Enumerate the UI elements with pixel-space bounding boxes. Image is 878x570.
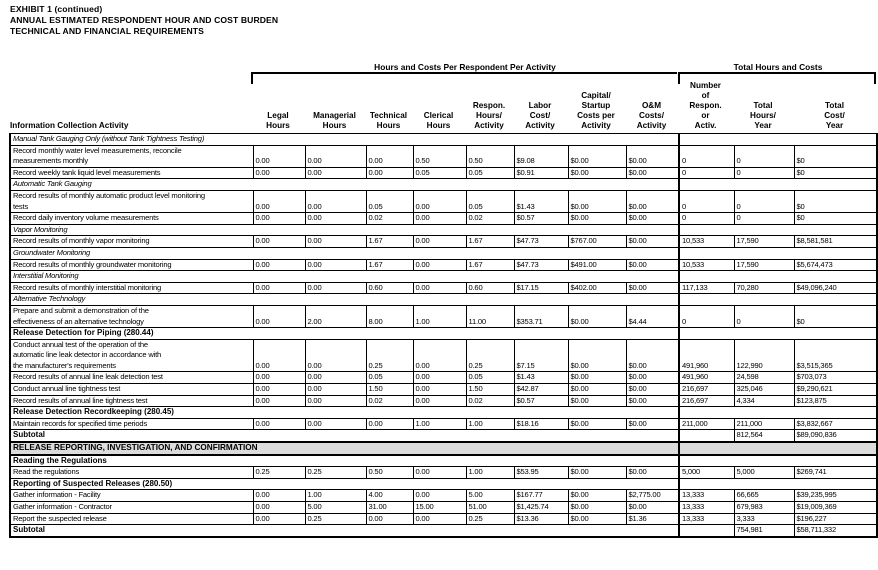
table-cell: 5.00 <box>305 502 366 514</box>
table-cell: 1.00 <box>413 418 466 430</box>
table-cell: 0.00 <box>253 418 305 430</box>
table-cell: $5,674,473 <box>794 259 877 271</box>
table-row <box>10 259 877 271</box>
activity-label: Manual Tank Gauging Only (without Tank Tightness Testing) <box>10 134 679 146</box>
table-cell: 0.00 <box>253 395 305 407</box>
table-cell: 0.00 <box>253 339 305 372</box>
table-cell <box>679 430 734 442</box>
table-cell: $3,515,365 <box>794 339 877 372</box>
table-row <box>10 167 877 179</box>
table-cell: $0.00 <box>626 167 679 179</box>
table-cell: 679,983 <box>734 502 794 514</box>
table-cell: 0.02 <box>466 213 514 225</box>
table-cell: 0.00 <box>366 145 413 167</box>
activity-label: Automatic Tank Gauging <box>10 179 679 191</box>
table-cell: 10,533 <box>679 259 734 271</box>
table-cell: $18.16 <box>514 418 568 430</box>
table-cell <box>679 407 877 419</box>
table-cell: $39,235,995 <box>794 490 877 502</box>
table-cell: 0.02 <box>466 395 514 407</box>
table-cell: $47.73 <box>514 259 568 271</box>
table-cell: 0.25 <box>305 467 366 479</box>
table-cell: $0.00 <box>626 282 679 294</box>
exhibit-title <box>10 4 278 37</box>
table-cell: 0.00 <box>253 490 305 502</box>
table-cell: $0.00 <box>568 395 626 407</box>
table-cell: 0.00 <box>413 467 466 479</box>
table-cell: 0 <box>734 167 794 179</box>
activity-label: Groundwater Monitoring <box>10 247 679 259</box>
table-cell: 0.00 <box>366 418 413 430</box>
activity-label: Record daily inventory volume measurements <box>10 213 253 225</box>
table-cell: 0.25 <box>253 467 305 479</box>
table-cell: $8,581,581 <box>794 236 877 248</box>
title-line-2: ANNUAL ESTIMATED RESPONDENT HOUR AND COST BURDEN <box>10 15 279 25</box>
activity-label: Record results of monthly automatic product level monitoring tests <box>10 190 253 212</box>
table-cell: $0.00 <box>626 190 679 212</box>
table-cell: 0.00 <box>305 395 366 407</box>
table-cell: $4.44 <box>626 305 679 327</box>
table-cell: $1.36 <box>626 513 679 525</box>
table-cell: $47.73 <box>514 236 568 248</box>
table-cell: 1.67 <box>366 236 413 248</box>
table-cell: $0.00 <box>626 259 679 271</box>
column-header: Respon. Hours/ Activity <box>472 101 506 130</box>
table-cell <box>679 478 877 490</box>
table-cell: 0.00 <box>253 145 305 167</box>
activity-label: Maintain records for specified time periods <box>10 418 253 430</box>
table-cell: $196,227 <box>794 513 877 525</box>
table-cell: 0.00 <box>305 282 366 294</box>
table-row <box>10 418 877 430</box>
column-header: Legal Hours <box>266 111 290 130</box>
column-header: O&M Costs/ Activity <box>636 101 667 130</box>
table-cell: 122,990 <box>734 339 794 372</box>
table-cell: $19,009,369 <box>794 502 877 514</box>
table-cell: 0.25 <box>466 513 514 525</box>
section-row <box>10 455 877 467</box>
table-cell: 0.00 <box>253 259 305 271</box>
table-cell: $0.57 <box>514 395 568 407</box>
table-cell: $0.00 <box>568 339 626 372</box>
table-cell: $0 <box>794 305 877 327</box>
table-cell: 216,697 <box>679 384 734 396</box>
table-cell: 0.05 <box>466 372 514 384</box>
table-cell: 70,280 <box>734 282 794 294</box>
table-cell: 0.50 <box>366 467 413 479</box>
activity-label: Conduct annual line tightness test <box>10 384 253 396</box>
group-header-totals: Total Hours and Costs <box>733 62 823 72</box>
table-cell: $0.00 <box>626 384 679 396</box>
column-header: Number of Respon. or Activ. <box>689 81 722 130</box>
category-row <box>10 134 877 146</box>
table-cell: 0.50 <box>466 145 514 167</box>
table-cell: 0.00 <box>305 190 366 212</box>
table-cell: 8.00 <box>366 305 413 327</box>
table-cell <box>679 294 877 306</box>
table-cell: $49,096,240 <box>794 282 877 294</box>
table-cell: 0 <box>679 167 734 179</box>
table-row <box>10 213 877 225</box>
table-cell: 0.00 <box>413 372 466 384</box>
table-cell: $0.00 <box>626 395 679 407</box>
section-row <box>10 328 877 340</box>
table-cell: 24,598 <box>734 372 794 384</box>
table-cell: 0 <box>734 145 794 167</box>
table-cell: 17,590 <box>734 259 794 271</box>
table-cell: $0 <box>794 145 877 167</box>
table-row <box>10 145 877 167</box>
table-cell: $703,073 <box>794 372 877 384</box>
table-cell: $13.36 <box>514 513 568 525</box>
table-cell: 0.00 <box>413 513 466 525</box>
table-cell: 1.00 <box>305 490 366 502</box>
table-row <box>10 384 877 396</box>
table-cell: 211,000 <box>679 418 734 430</box>
table-cell: 754,981 <box>734 525 794 537</box>
table-cell: 5,000 <box>734 467 794 479</box>
table-cell: 0.00 <box>305 372 366 384</box>
table-cell: $7.15 <box>514 339 568 372</box>
title-line-1: EXHIBIT 1 (continued) <box>10 4 103 14</box>
table-cell: $353.71 <box>514 305 568 327</box>
table-cell: 0.02 <box>366 213 413 225</box>
column-header: Clerical Hours <box>423 111 454 130</box>
table-cell: 13,333 <box>679 502 734 514</box>
table-cell: 1.67 <box>366 259 413 271</box>
activity-label: Record results of annual line leak detection test <box>10 372 253 384</box>
table-cell: 0.00 <box>253 384 305 396</box>
table-cell: 4.00 <box>366 490 413 502</box>
table-cell: $167.77 <box>514 490 568 502</box>
table-cell: 0.00 <box>305 145 366 167</box>
table-cell: 0.05 <box>466 190 514 212</box>
table-cell: 0 <box>734 213 794 225</box>
table-row <box>10 305 877 327</box>
category-row <box>10 294 877 306</box>
table-cell: $0.00 <box>568 305 626 327</box>
table-cell: $0 <box>794 190 877 212</box>
activity-label: Subtotal <box>10 430 679 442</box>
table-cell: 491,960 <box>679 339 734 372</box>
table-cell: 13,333 <box>679 513 734 525</box>
table-cell: $0.00 <box>626 339 679 372</box>
subtotal-row <box>10 430 877 442</box>
table-cell: 0.00 <box>413 339 466 372</box>
table-cell: 216,697 <box>679 395 734 407</box>
major-section-row <box>10 442 877 455</box>
category-row <box>10 224 877 236</box>
table-cell: 0.00 <box>413 236 466 248</box>
activity-label: Reporting of Suspected Releases (280.50) <box>10 478 679 490</box>
table-cell: 17,590 <box>734 236 794 248</box>
category-row <box>10 271 877 283</box>
table-cell: 0.00 <box>366 513 413 525</box>
table-cell: $0.00 <box>568 502 626 514</box>
table-cell: 2.00 <box>305 305 366 327</box>
table-cell: 491,960 <box>679 372 734 384</box>
table-cell: 1.00 <box>466 418 514 430</box>
table-cell: $0 <box>794 213 877 225</box>
table-row <box>10 339 877 372</box>
table-cell: 0.05 <box>366 190 413 212</box>
category-row <box>10 179 877 191</box>
table-cell: 0.60 <box>466 282 514 294</box>
table-cell: $0.00 <box>568 372 626 384</box>
table-cell <box>679 525 734 537</box>
table-cell: $3,832,667 <box>794 418 877 430</box>
table-cell: $1.43 <box>514 372 568 384</box>
table-cell: 325,046 <box>734 384 794 396</box>
table-cell: 0.00 <box>305 236 366 248</box>
table-cell: 5,000 <box>679 467 734 479</box>
table-cell: $0.91 <box>514 167 568 179</box>
table-row <box>10 282 877 294</box>
table-cell: 0.60 <box>366 282 413 294</box>
table-cell: $42.87 <box>514 384 568 396</box>
activity-label: Vapor Monitoring <box>10 224 679 236</box>
table-cell: $9.08 <box>514 145 568 167</box>
activity-label: Alternative Technology <box>10 294 679 306</box>
table-cell: 0.00 <box>305 213 366 225</box>
table-cell: 0.00 <box>413 490 466 502</box>
table-cell: 10,533 <box>679 236 734 248</box>
table-cell <box>679 328 877 340</box>
table-cell: 0.00 <box>413 384 466 396</box>
table-cell: 0.00 <box>253 282 305 294</box>
table-cell <box>679 224 877 236</box>
table-cell <box>679 442 877 455</box>
table-cell: 0.00 <box>305 384 366 396</box>
table-cell: 0.00 <box>366 167 413 179</box>
table-cell: 0.00 <box>305 259 366 271</box>
table-cell: 1.67 <box>466 236 514 248</box>
table-cell <box>679 179 877 191</box>
table-cell: $0.00 <box>568 384 626 396</box>
table-cell: 13,333 <box>679 490 734 502</box>
table-cell: 5.00 <box>466 490 514 502</box>
table-cell: $17.15 <box>514 282 568 294</box>
table-cell: 1.00 <box>413 305 466 327</box>
activity-label: Interstitial Monitoring <box>10 271 679 283</box>
table-cell: 0.00 <box>253 190 305 212</box>
table-cell: 0.00 <box>413 259 466 271</box>
table-cell: 15.00 <box>413 502 466 514</box>
activity-label: RELEASE REPORTING, INVESTIGATION, AND CONFIRMATION <box>10 442 679 455</box>
table-cell: $9,290,621 <box>794 384 877 396</box>
table-cell: 1.50 <box>366 384 413 396</box>
table-cell: 0.00 <box>413 395 466 407</box>
table-cell: $0.00 <box>568 513 626 525</box>
table-cell: 0.25 <box>466 339 514 372</box>
table-cell: $0.00 <box>626 213 679 225</box>
table-cell: 0.00 <box>253 502 305 514</box>
table-cell: $0.00 <box>626 372 679 384</box>
activity-label: Record weekly tank liquid level measurements <box>10 167 253 179</box>
activity-label: Report the suspected release <box>10 513 253 525</box>
table-cell: $402.00 <box>568 282 626 294</box>
table-cell: 0.00 <box>253 305 305 327</box>
table-cell: $0 <box>794 167 877 179</box>
section-row <box>10 478 877 490</box>
table-cell: $0.57 <box>514 213 568 225</box>
column-header: Technical Hours <box>369 111 408 130</box>
table-cell: $58,711,332 <box>794 525 877 537</box>
table-cell: $0.00 <box>626 145 679 167</box>
table-cell: 0.00 <box>253 167 305 179</box>
table-cell: $269,741 <box>794 467 877 479</box>
table-cell: $0.00 <box>568 213 626 225</box>
table-cell: $53.95 <box>514 467 568 479</box>
activity-label: Subtotal <box>10 525 679 537</box>
table-row <box>10 467 877 479</box>
table-cell: 66,665 <box>734 490 794 502</box>
table-cell: 1.00 <box>466 467 514 479</box>
table-cell: $0.00 <box>568 145 626 167</box>
title-line-3: TECHNICAL AND FINANCIAL REQUIREMENTS <box>10 26 204 36</box>
column-header: Information Collection Activity <box>10 121 129 130</box>
table-cell: 0.50 <box>413 145 466 167</box>
table-cell: 0 <box>679 145 734 167</box>
table-cell: $0.00 <box>568 190 626 212</box>
table-cell: $0.00 <box>626 467 679 479</box>
table-row <box>10 490 877 502</box>
table-cell: $2,775.00 <box>626 490 679 502</box>
column-header: Labor Cost/ Activity <box>525 101 555 130</box>
table-cell <box>679 247 877 259</box>
table-cell: 4,334 <box>734 395 794 407</box>
activity-label: Record results of monthly interstitial monitoring <box>10 282 253 294</box>
activity-label: Reading the Regulations <box>10 455 679 467</box>
table-cell: $767.00 <box>568 236 626 248</box>
activity-label: Prepare and submit a demonstration of the effectiveness of an alternative technology <box>10 305 253 327</box>
column-headers <box>9 74 876 132</box>
table-cell: 0 <box>679 190 734 212</box>
table-cell <box>679 134 877 146</box>
table-cell: 0.00 <box>253 513 305 525</box>
column-header: Total Hours/ Year <box>750 101 776 130</box>
table-cell: $491.00 <box>568 259 626 271</box>
table-cell: 211,000 <box>734 418 794 430</box>
table-cell: 31.00 <box>366 502 413 514</box>
category-row <box>10 247 877 259</box>
burden-table <box>9 133 878 538</box>
table-cell: 51.00 <box>466 502 514 514</box>
table-cell: $89,090,836 <box>794 430 877 442</box>
table-cell: 0.00 <box>413 190 466 212</box>
table-cell: 0.00 <box>253 213 305 225</box>
activity-label: Record results of monthly groundwater monitoring <box>10 259 253 271</box>
table-cell: 0 <box>734 190 794 212</box>
activity-label: Record results of annual line tightness test <box>10 395 253 407</box>
activity-label: Read the regulations <box>10 467 253 479</box>
table-row <box>10 395 877 407</box>
table-cell: 0.05 <box>366 372 413 384</box>
table-row <box>10 190 877 212</box>
table-cell: 117,133 <box>679 282 734 294</box>
column-header: Capital/ Startup Costs per Activity <box>577 91 615 130</box>
table-cell: 1.50 <box>466 384 514 396</box>
table-cell: 1.67 <box>466 259 514 271</box>
table-cell: 0.00 <box>253 236 305 248</box>
table-cell: 0.05 <box>466 167 514 179</box>
table-cell: 0.00 <box>413 282 466 294</box>
table-row <box>10 513 877 525</box>
column-header: Managerial Hours <box>313 111 356 130</box>
table-cell: $0.00 <box>626 236 679 248</box>
table-cell: 3,333 <box>734 513 794 525</box>
table-cell: 0.25 <box>366 339 413 372</box>
activity-label: Release Detection Recordkeeping (280.45) <box>10 407 679 419</box>
table-row <box>10 502 877 514</box>
activity-label: Conduct annual test of the operation of the automatic line leak detector in accordance with the manufacturer's requirements <box>10 339 253 372</box>
table-cell: 0.25 <box>305 513 366 525</box>
table-cell: 0.00 <box>305 418 366 430</box>
table-cell: 812,564 <box>734 430 794 442</box>
table-cell: $0.00 <box>568 490 626 502</box>
table-cell: $1,425.74 <box>514 502 568 514</box>
table-cell: 0 <box>679 305 734 327</box>
table-cell: $0.00 <box>626 502 679 514</box>
table-cell <box>679 455 877 467</box>
section-row <box>10 407 877 419</box>
activity-label: Record results of monthly vapor monitoring <box>10 236 253 248</box>
table-cell: $123,875 <box>794 395 877 407</box>
subtotal-row <box>10 525 877 537</box>
table-cell <box>679 271 877 283</box>
group-header-per-activity: Hours and Costs Per Respondent Per Activity <box>374 62 556 72</box>
table-cell: 0.00 <box>413 213 466 225</box>
table-cell: 0.02 <box>366 395 413 407</box>
table-cell: 0 <box>734 305 794 327</box>
table-cell: $0.00 <box>626 418 679 430</box>
table-cell: 0.00 <box>305 339 366 372</box>
activity-label: Release Detection for Piping (280.44) <box>10 328 679 340</box>
table-cell: $1.43 <box>514 190 568 212</box>
table-cell: $0.00 <box>568 467 626 479</box>
table-cell: 11.00 <box>466 305 514 327</box>
table-cell: 0.00 <box>253 372 305 384</box>
table-cell: 0.05 <box>413 167 466 179</box>
table-cell: 0 <box>679 213 734 225</box>
table-row <box>10 236 877 248</box>
table-cell: 0.00 <box>305 167 366 179</box>
activity-label: Gather information - Facility <box>10 490 253 502</box>
column-header: Total Cost/ Year <box>824 101 845 130</box>
table-row <box>10 372 877 384</box>
activity-label: Gather information - Contractor <box>10 502 253 514</box>
table-cell: $0.00 <box>568 418 626 430</box>
table-cell: $0.00 <box>568 167 626 179</box>
activity-label: Record monthly water level measurements, reconcile measurements monthly <box>10 145 253 167</box>
